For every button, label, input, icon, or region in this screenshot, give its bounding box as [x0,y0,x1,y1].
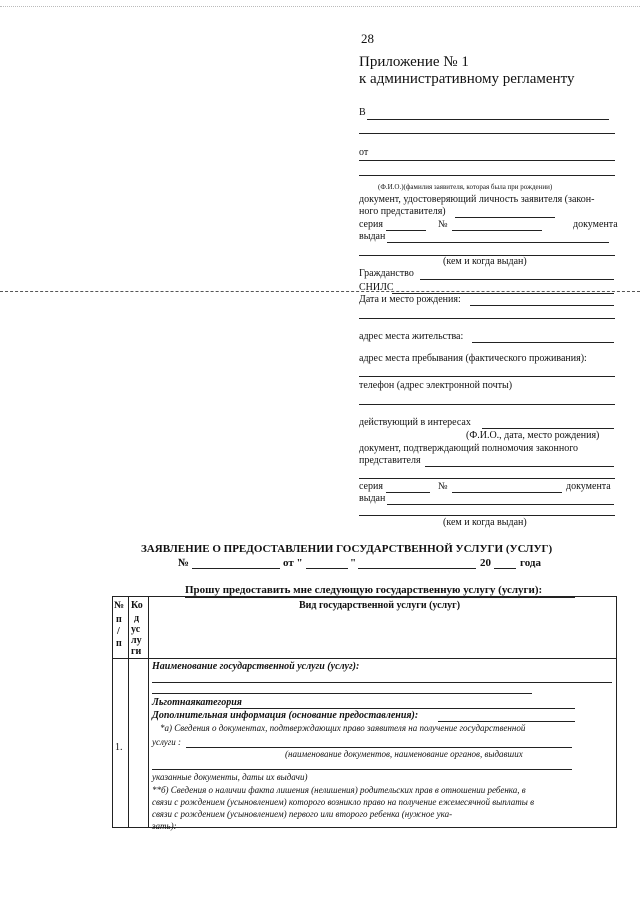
fio-note: (Ф.И.О.)(фамилия заявителя, которая была при рождении) [378,183,553,191]
scan-edge-line [0,6,640,7]
application-number-prefix: № [178,557,190,569]
header-code-3: ус [131,624,141,635]
extra-info-label: Дополнительная информация (основание предоставления): [152,710,419,721]
number-label: № [438,219,448,230]
birth-line-2 [359,318,615,319]
application-number-line [192,568,280,569]
birth-label: Дата и место рождения: [359,294,461,305]
docs-info-a-line [186,747,572,748]
stay-line [359,376,615,377]
to-field-line [367,119,609,120]
acting-label: действующий в интересах [359,417,471,428]
series-line-2 [386,492,430,493]
docs-info-a-3: указанные документы, даты их выдачи) [152,772,308,782]
appendix-subtitle: к административному регламенту [359,71,575,87]
document-label-2: документа [566,481,611,492]
number-label-2: № [438,481,448,492]
appendix-title: Приложение № 1 [359,54,469,70]
issued-label-2: выдан [359,493,386,504]
fold-line [0,291,640,292]
issued-label: выдан [359,231,386,242]
from-label: от [359,147,369,158]
service-name-label: Наименование государственной услуги (услуг): [152,661,360,672]
header-num-1: № [114,600,125,611]
application-date-quote: " [350,557,357,569]
document-label: документа [573,219,618,230]
authority-line [425,466,614,467]
snils-label: СНИЛС [359,282,394,293]
to-label: В [359,107,366,118]
application-year-line [494,568,516,569]
header-num-3: / [117,626,120,637]
parental-rights-b-4: зать): [152,821,177,831]
header-code-1: Ко [131,600,143,611]
id-document-label-2: ного представителя) [359,206,446,217]
residence-label: адрес места жительства: [359,331,464,342]
stay-label: адрес места пребывания (фактического проживания): [359,353,587,364]
from-field-line [359,160,615,161]
citizenship-line [420,279,614,280]
series-line [386,230,426,231]
parental-rights-b-3: связи с рождением (усыновлением) первого или второго ребенка (нужное ука- [152,809,453,819]
parental-rights-b-2: связи с рождением (усыновлением) которого возникло право на получение ежемесячной выплаты в [152,797,534,807]
id-document-line [455,217,555,218]
authority-label: документ, подтверждающий полномочия законного [359,443,579,454]
acting-note: (Ф.И.О., дата, место рождения) [466,430,600,441]
issued-note: (кем и когда выдан) [443,256,527,267]
phone-line [359,404,615,405]
application-year-prefix: 20 [480,557,491,569]
page-number: 28 [361,31,374,46]
header-num-4: п [116,638,122,649]
number-line [452,230,542,231]
header-num-2: п [116,614,122,625]
table-col-divider-2 [148,596,149,828]
parental-rights-b: **б) Сведения о наличии факта лишения (нелишения) родительских прав в отношении ребенка, в [152,785,526,795]
request-text: Прошу предоставить мне следующую государственную услугу (услуги): [185,584,543,596]
docs-info-a-line-2 [152,769,572,770]
acting-line [482,428,614,429]
citizenship-label: Гражданство [359,268,414,279]
application-title: ЗАЯВЛЕНИЕ О ПРЕДОСТАВЛЕНИИ ГОСУДАРСТВЕННОЙ УСЛУГИ (УСЛУГ) [141,543,553,555]
header-code-4: лу [131,635,142,646]
issued-line-3 [359,515,615,516]
docs-info-a-2: услуги : [152,737,182,747]
docs-info-a-note: (наименование документов, наименование органов, выдавших [285,749,523,759]
application-year-suffix: года [520,557,541,569]
number-line-2 [452,492,562,493]
table-col-divider-1 [128,596,129,828]
row-number: 1. [115,742,123,753]
authority-label-2: представителя [359,455,421,466]
extra-info-line [438,721,575,722]
application-date-from: от " [283,557,303,569]
application-day-line [306,568,348,569]
series-label: серия [359,219,383,230]
service-name-line-2 [152,693,532,694]
issued-note-2: (кем и когда выдан) [443,517,527,528]
service-name-line [152,682,612,683]
series-label-2: серия [359,481,383,492]
issued-line-2b [387,504,614,505]
id-document-label: документ, удостоверяющий личность заявителя (закон- [359,194,595,205]
application-month-line [358,568,476,569]
issued-line [387,242,609,243]
benefit-category-line [230,708,575,709]
table-header-bottom [112,658,617,659]
birth-line [470,305,614,306]
header-code-2: д [134,613,140,624]
phone-label: телефон (адрес электронной почты) [359,380,513,391]
from-field-line-2 [359,175,615,176]
benefit-category-label: Льготнаякатегория [152,697,242,708]
header-code-5: ги [131,646,142,657]
residence-line [472,342,614,343]
docs-info-a: *а) Сведения о документах, подтверждающих право заявителя на получение государственной [160,723,526,733]
authority-line-2 [359,478,615,479]
to-field-line-2 [359,133,615,134]
header-service: Вид государственной услуги (услуг) [299,600,461,611]
